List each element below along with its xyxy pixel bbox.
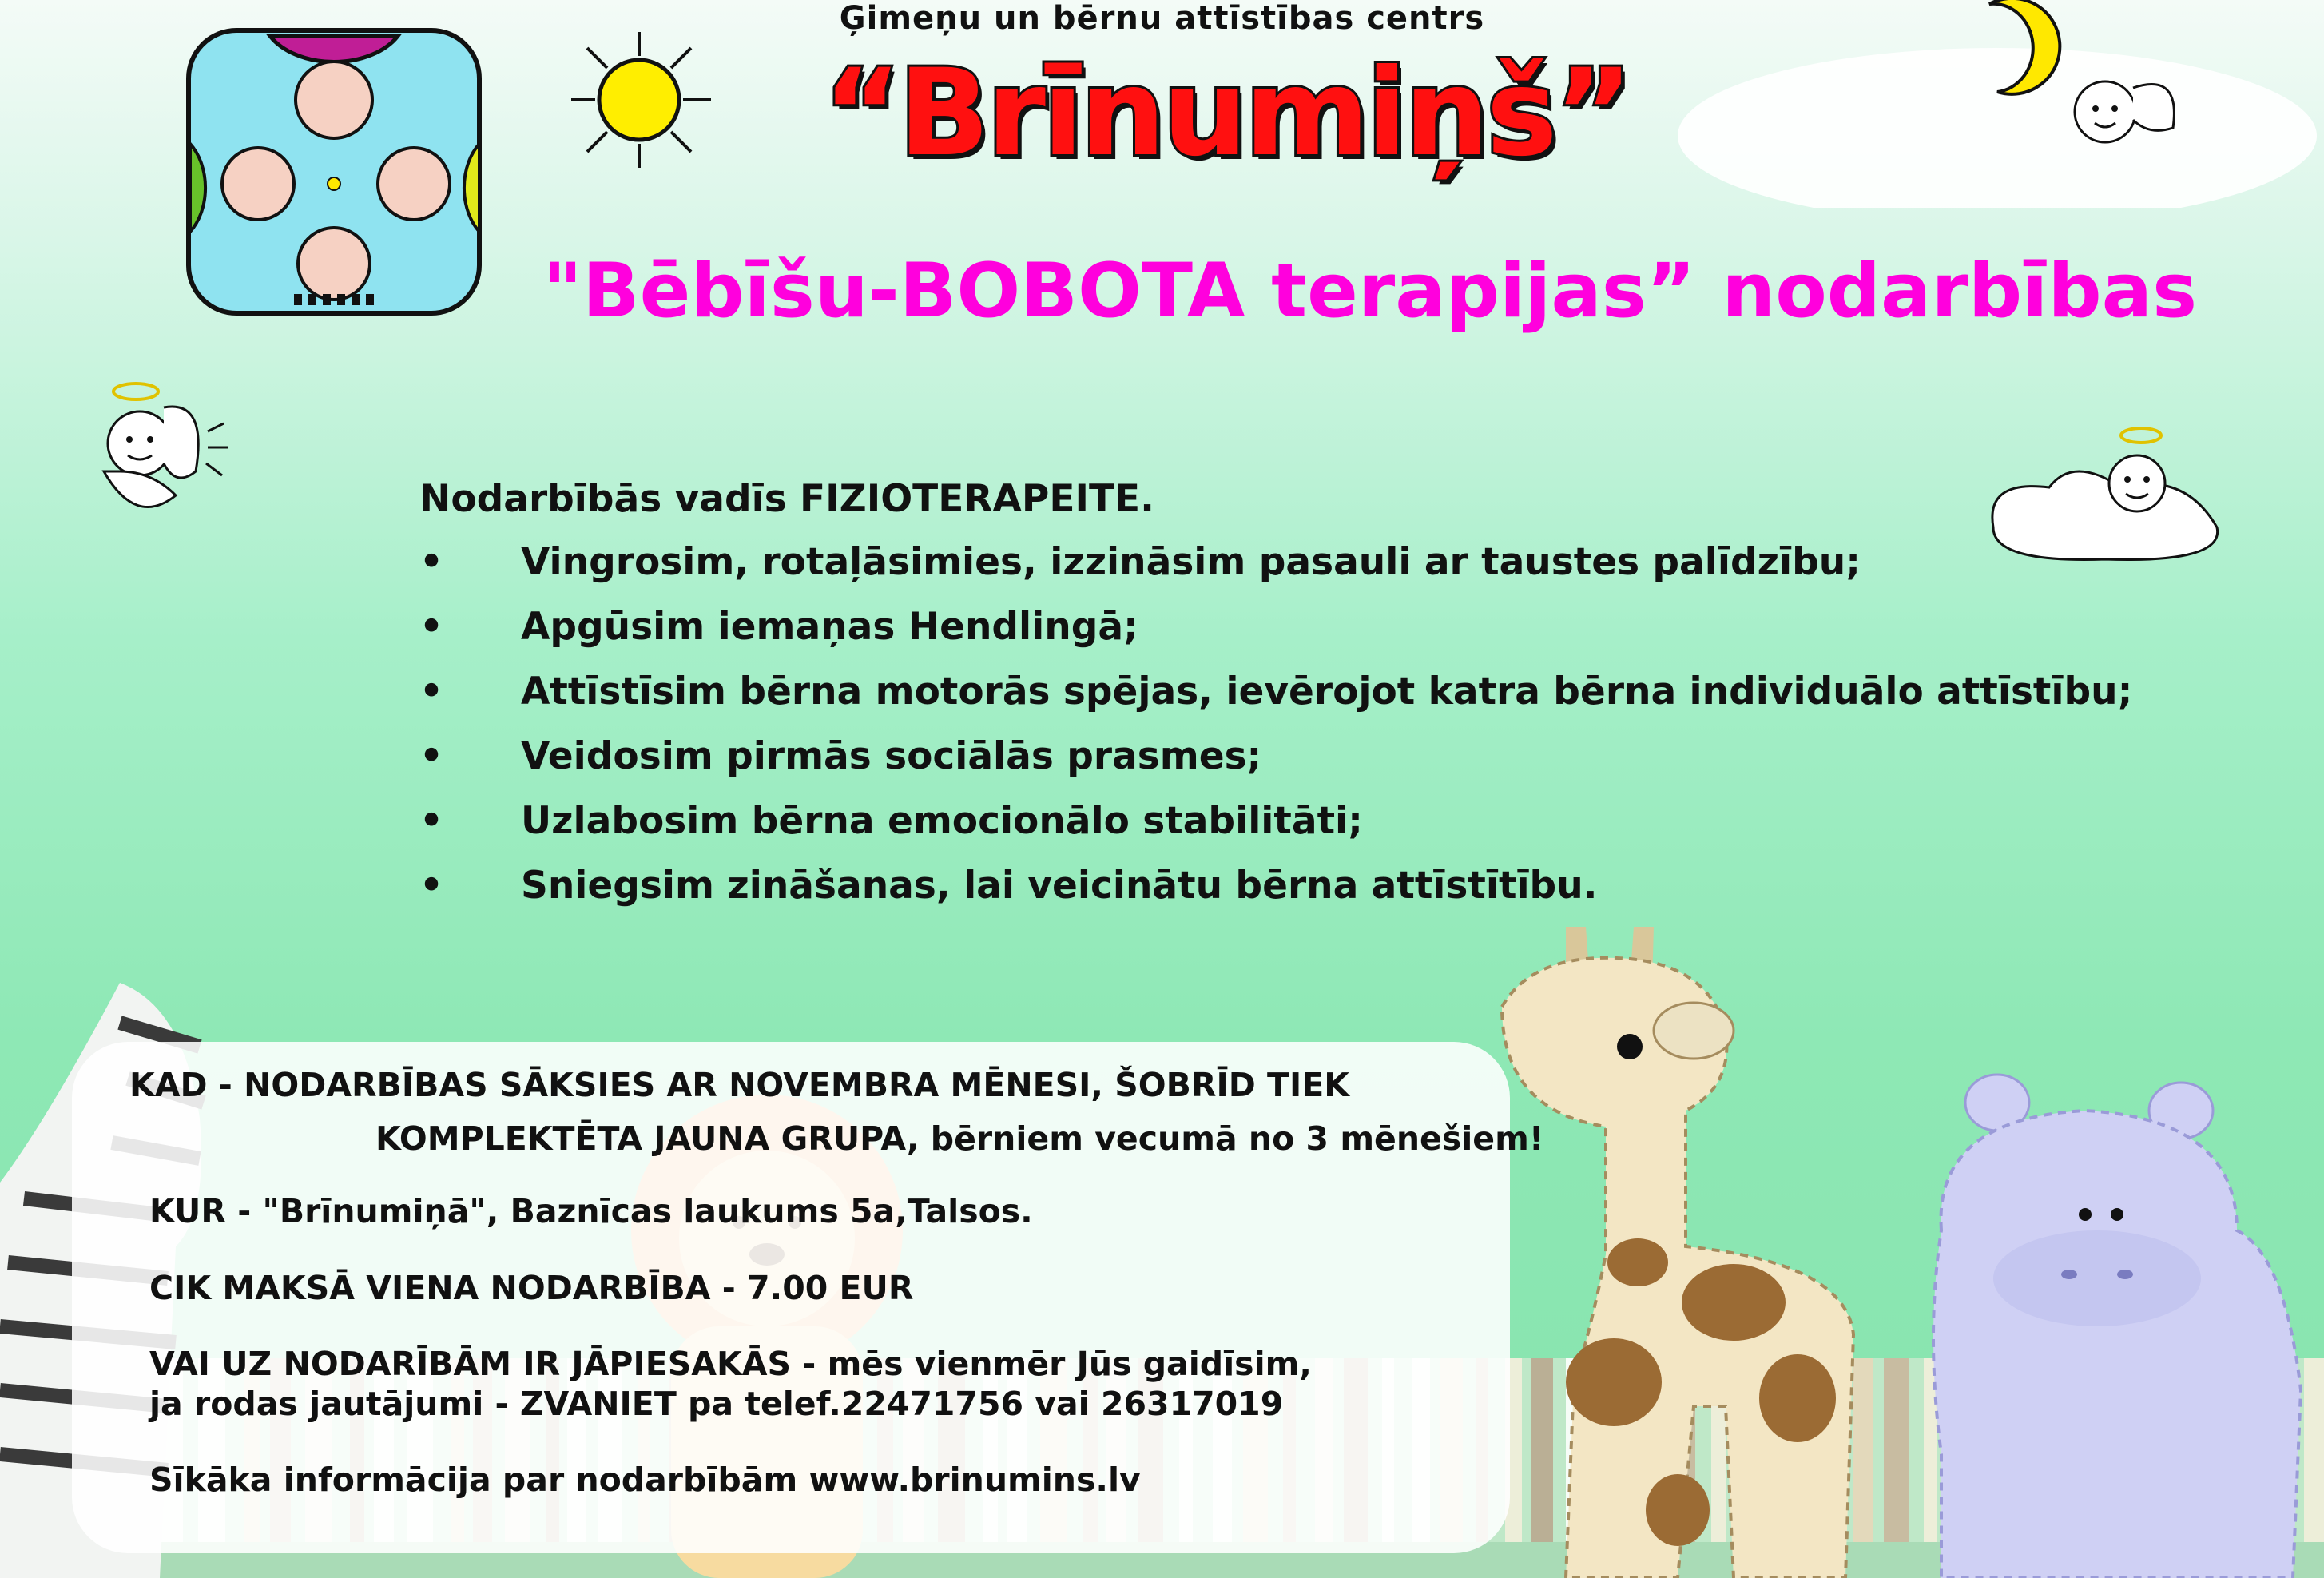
bullet-icon: • — [419, 605, 444, 649]
list-item-text: Sniegsim zināšanas, lai veicinātu bērna attīstītību. — [521, 864, 1598, 908]
org-name: Ģimeņu un bērnu attīstības centrs — [839, 0, 1485, 37]
list-item-text: Vingrosim, rotaļāsimies, izzināsim pasauli ar taustes palīdzību; — [521, 540, 1861, 584]
angel-icon — [2045, 56, 2189, 160]
list-item — [419, 864, 2132, 928]
list-item-text: Uzlabosim bērna emocionālo stabilitāti; — [521, 799, 1363, 843]
bullet-icon: • — [419, 540, 444, 584]
list-item — [419, 540, 2132, 605]
angel-icon — [88, 376, 240, 535]
more-info-text: Sīkāka informācija par nodarbībām www.brinumins.lv — [149, 1461, 1141, 1499]
logo-babies-icon — [182, 24, 486, 320]
list-item-text: Attīstīsim bērna motorās spējas, ievērojot katra bērna individuālo attīstību; — [521, 670, 2133, 713]
intro-text: Nodarbībās vadīs FIZIOTERAPEITE. — [419, 477, 1154, 521]
sun-icon — [559, 28, 719, 172]
list-item-text: Veidosim pirmās sociālās prasmes; — [521, 734, 1262, 778]
benefits-list — [419, 540, 2132, 928]
brand-title: “Brīnumiņš” — [823, 44, 1631, 183]
signup-line-1: VAI UZ NODARĪBĀM IR JĀPIESAKĀS - mēs vienmēr Jūs gaidīsim, — [149, 1345, 1312, 1383]
giraffe-icon — [1470, 887, 1917, 1578]
price-text: CIK MAKSĀ VIENA NODARBĪBA - 7.00 EUR — [149, 1269, 914, 1307]
bullet-icon: • — [419, 734, 444, 778]
bullet-icon: • — [419, 799, 444, 843]
signup-line-2: ja rodas jautājumi - ZVANIET pa telef.22471756 vai 26317019 — [149, 1385, 1284, 1423]
when-line-1: KAD - NODARBĪBAS SĀKSIES AR NOVEMBRA MĒNESI, ŠOBRĪD TIEK — [129, 1066, 1350, 1104]
where-text: KUR - "Brīnumiņā", Baznīcas laukums 5a,Talsos. — [149, 1192, 1033, 1230]
hippo-icon — [1917, 1071, 2324, 1578]
list-item — [419, 670, 2132, 734]
list-item — [419, 799, 2132, 864]
list-item — [419, 734, 2132, 799]
when-line-2: KOMPLEKTĒTA JAUNA GRUPA, bērniem vecumā no 3 mēnešiem! — [375, 1119, 1544, 1158]
bullet-icon: • — [419, 670, 444, 713]
bullet-icon: • — [419, 864, 444, 908]
list-item-text: Apgūsim iemaņas Hendlingā; — [521, 605, 1138, 649]
headline: "Bēbīšu-BOBOTA terapijas” nodarbības — [543, 248, 2198, 335]
list-item — [419, 605, 2132, 670]
